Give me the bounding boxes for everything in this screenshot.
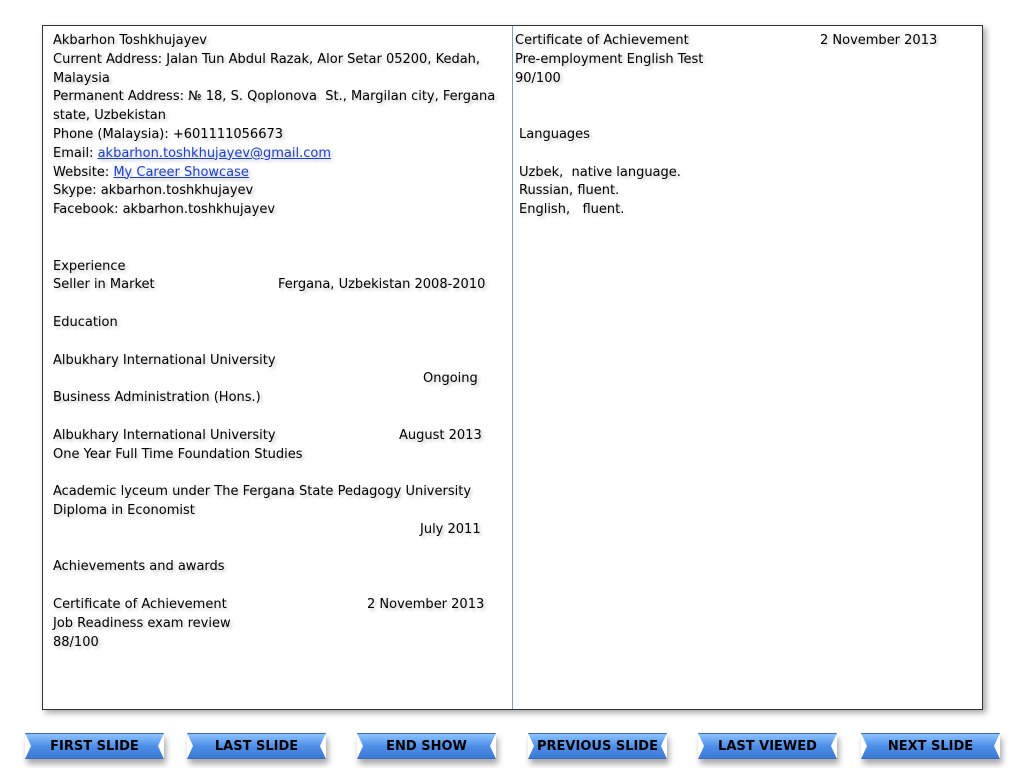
first-slide-button[interactable]: FIRST SLIDE [25, 733, 164, 759]
email-link[interactable]: akbarhon.toshkhujayev@gmail.com [97, 145, 332, 161]
phone: Phone (Malaysia): +601111056673 [53, 126, 284, 142]
permanent-address-line-1: Permanent Address: № 18, S. Qoplonova St., Margilan city, Fergana [53, 89, 496, 105]
achievement-2-score: 90/100 [515, 70, 561, 86]
education-1-degree: Business Administration (Hons.) [53, 390, 261, 406]
education-1-status: Ongoing [423, 371, 478, 387]
achievement-1-date: 2 November 2013 [367, 596, 485, 612]
end-show-button[interactable]: END SHOW [357, 733, 496, 759]
achievement-2-title: Certificate of Achievement [515, 33, 689, 48]
email-row [53, 145, 483, 164]
education-1-status-row [53, 370, 483, 389]
language-uzbek: Uzbek, native language. [519, 164, 681, 180]
achievement-1-score: 88/100 [53, 634, 99, 650]
column-divider [512, 26, 513, 709]
education-2-row [53, 427, 483, 446]
experience-role: Seller in Market [53, 277, 155, 293]
achievement-1-title: Certificate of Achievement [53, 596, 227, 612]
current-address-line-1: Current Address: Jalan Tun Abdul Razak, Alor Setar 05200, Kedah, [53, 51, 481, 67]
previous-slide-button[interactable]: PREVIOUS SLIDE [528, 733, 667, 759]
achievement-1-desc: Job Readiness exam review [53, 615, 231, 631]
education-2-school: Albukhary International University [53, 427, 276, 443]
slide-navigation-bar [0, 729, 1024, 768]
last-viewed-button[interactable]: LAST VIEWED [698, 733, 837, 759]
education-2-date: August 2013 [399, 427, 482, 443]
next-slide-button[interactable]: NEXT SLIDE [861, 733, 1000, 759]
email-label: Email: [53, 145, 98, 161]
education-3-degree: Diploma in Economist [53, 502, 195, 518]
website-label: Website: [53, 164, 114, 180]
achievement-2-desc: Pre-employment English Test [515, 51, 704, 67]
experience-place-date: Fergana, Uzbekistan 2008-2010 [278, 277, 486, 293]
education-3-date: July 2011 [420, 521, 481, 537]
education-2-program: One Year Full Time Foundation Studies [53, 446, 303, 462]
website-row [53, 164, 483, 183]
experience-row [53, 276, 486, 295]
left-column [53, 32, 496, 652]
languages-heading: Languages [519, 126, 590, 142]
last-slide-button[interactable]: LAST SLIDE [187, 733, 326, 759]
achievement-2-date: 2 November 2013 [820, 33, 938, 48]
resume-slide [42, 25, 983, 710]
website-link[interactable]: My Career Showcase [113, 164, 249, 180]
skype: Skype: akbarhon.toshkhujayev [53, 183, 254, 199]
achievements-heading: Achievements and awards [53, 559, 225, 575]
current-address-line-2: Malaysia [53, 70, 110, 86]
right-column [515, 32, 955, 220]
permanent-address-line-2: state, Uzbekistan [53, 108, 167, 124]
education-1-school: Albukhary International University [53, 352, 276, 368]
education-3-school: Academic lyceum under The Fergana State Pedagogy University [53, 484, 472, 500]
achievement-1-row [53, 596, 483, 615]
facebook: Facebook: akbarhon.toshkhujayev [53, 202, 276, 218]
achievement-2-row [515, 32, 955, 51]
education-heading: Education [53, 314, 118, 330]
language-russian: Russian, fluent. [519, 183, 620, 199]
language-english: English, fluent. [519, 202, 625, 218]
education-3-date-row [53, 521, 483, 540]
person-name: Akbarhon Toshkhujayev [53, 33, 207, 48]
experience-heading: Experience [53, 258, 126, 274]
